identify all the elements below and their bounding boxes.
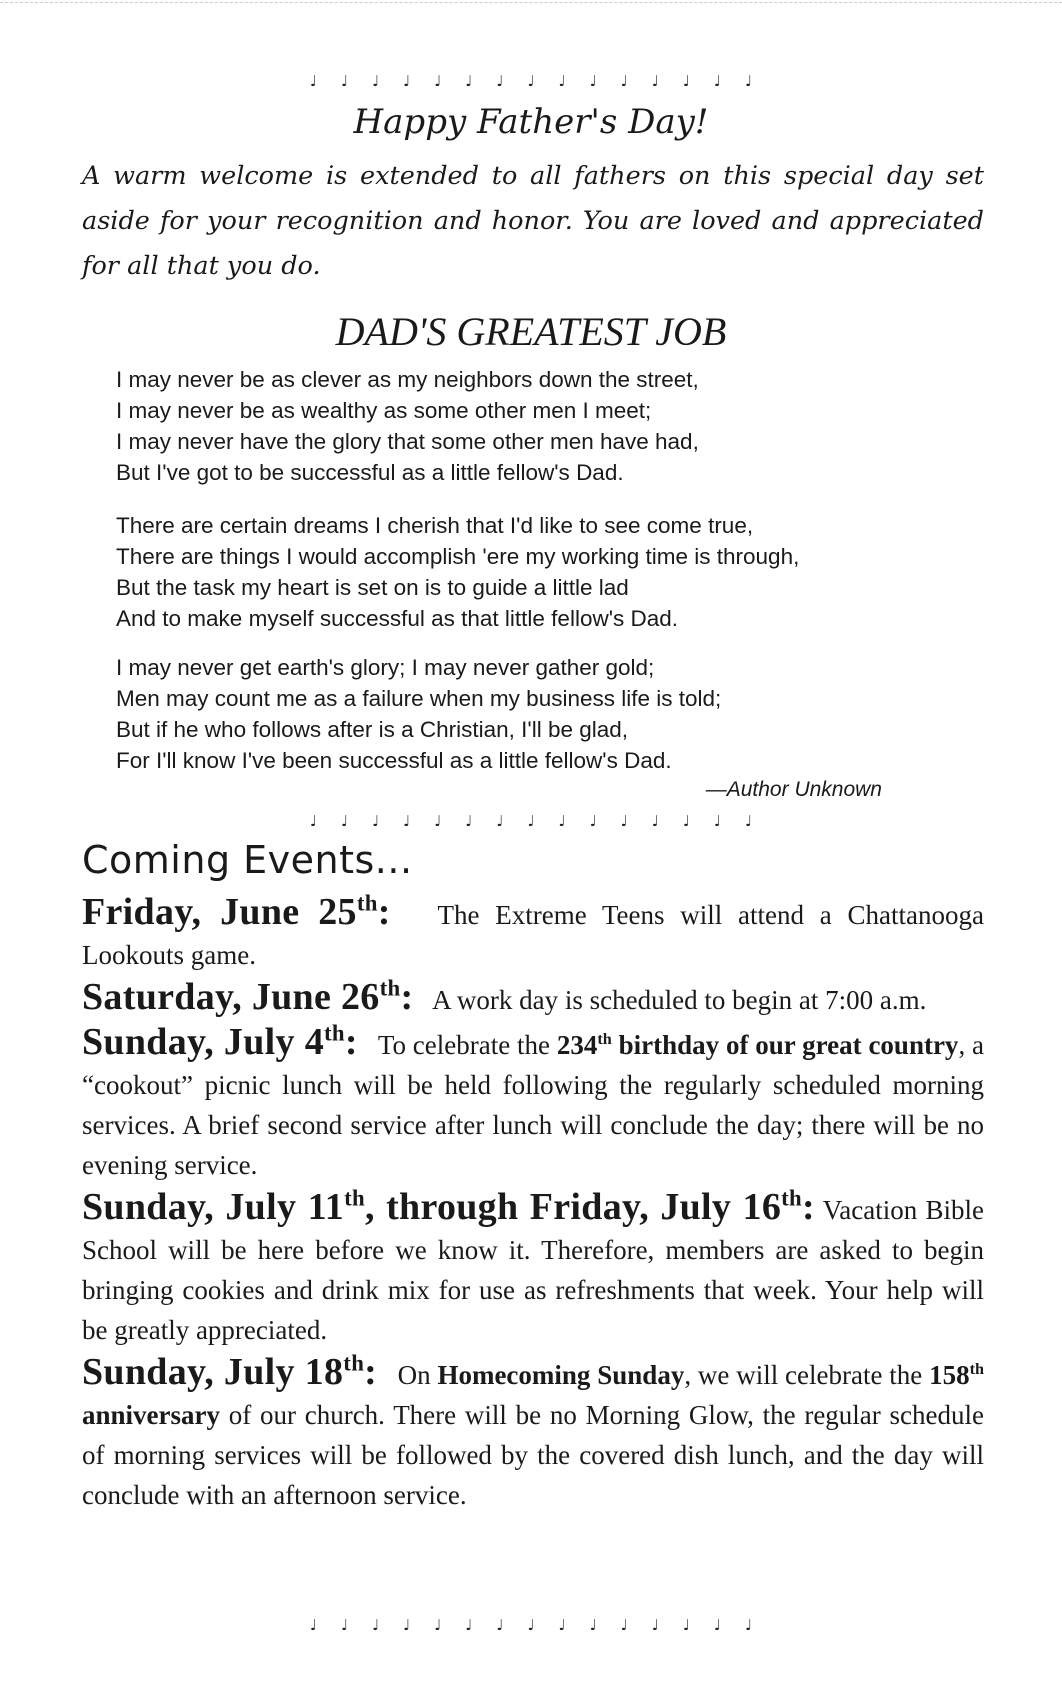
event-date: Sunday, July 18th: bbox=[82, 1350, 378, 1393]
event-date: Friday, June 25th: bbox=[82, 890, 391, 933]
poem-line: There are things I would accomplish 'ere my working time is through, bbox=[116, 544, 800, 569]
fathers-day-title: Happy Father's Day! bbox=[353, 102, 709, 142]
event-description: The Extreme Teens will attend a Chattanooga Lookouts game. bbox=[82, 900, 984, 970]
event-description: Vacation Bible School will be here before we know it. Therefore, members are asked to begin bringing cookies and drink mix for use as refreshments that week. Your help will be greatly appreciated. bbox=[82, 1195, 984, 1345]
events-list bbox=[82, 892, 984, 1517]
fathers-day-message: A warm welcome is extended to all fathers on this special day set aside for your recognition and honor. You are loved and appreciated for all that you do. bbox=[82, 161, 984, 281]
poem-line: I may never have the glory that some other men have had, bbox=[116, 429, 699, 454]
poem-line: But the task my heart is set on is to guide a little lad bbox=[116, 575, 629, 600]
poem-line: Men may count me as a failure when my business life is told; bbox=[116, 686, 722, 711]
event-date: Sunday, July 11th, through Friday, July 16th: bbox=[82, 1185, 815, 1228]
event-item bbox=[82, 1187, 984, 1350]
event-date: Sunday, July 4th: bbox=[82, 1020, 358, 1063]
poem-line: I may never be as wealthy as some other men I meet; bbox=[116, 398, 652, 423]
event-date: Saturday, June 26th: bbox=[82, 975, 414, 1018]
poem-stanza-3 bbox=[116, 652, 976, 776]
event-description: On Homecoming Sunday, we will celebrate the 158th anniversary of our church. There will be no Morning Glow, the regular schedule of morning services will be followed by the covered dish lunch, and the day will conclude with an afternoon service. bbox=[82, 1360, 985, 1510]
event-description: To celebrate the 234th birthday of our great country, a “cookout” picnic lunch will be held following the regularly scheduled morning services. A brief second service after lunch will conclude the day; there will be no evening service. bbox=[82, 1030, 985, 1180]
event-item bbox=[82, 1352, 984, 1515]
poem-stanza-2 bbox=[116, 510, 976, 634]
poem-title: DAD'S GREATEST JOB bbox=[335, 309, 727, 354]
event-description: A work day is scheduled to begin at 7:00 a.m. bbox=[432, 985, 927, 1015]
poem-line: There are certain dreams I cherish that I'd like to see come true, bbox=[116, 513, 754, 538]
music-notes-bottom: ♩♩♩♩♩♩♩♩♩♩♩♩♩♩♩ bbox=[309, 1616, 777, 1634]
poem-line: And to make myself successful as that little fellow's Dad. bbox=[116, 606, 679, 631]
event-item bbox=[82, 1022, 984, 1185]
poem-stanza-1 bbox=[116, 364, 976, 488]
poem-author: —Author Unknown bbox=[705, 778, 882, 801]
event-item bbox=[82, 977, 984, 1020]
event-item bbox=[82, 892, 984, 975]
scan-edge bbox=[0, 2, 1062, 4]
music-notes-middle: ♩♩♩♩♩♩♩♩♩♩♩♩♩♩♩ bbox=[309, 812, 777, 830]
events-heading: Coming Events... bbox=[82, 838, 413, 882]
poem-line: For I'll know I've been successful as a little fellow's Dad. bbox=[116, 748, 672, 773]
poem-line: I may never be as clever as my neighbors down the street, bbox=[116, 367, 699, 392]
poem-line: But I've got to be successful as a little fellow's Dad. bbox=[116, 460, 624, 485]
poem-line: I may never get earth's glory; I may never gather gold; bbox=[116, 655, 655, 680]
music-notes-top: ♩♩♩♩♩♩♩♩♩♩♩♩♩♩♩ bbox=[309, 72, 777, 90]
poem-line: But if he who follows after is a Christian, I'll be glad, bbox=[116, 717, 629, 742]
